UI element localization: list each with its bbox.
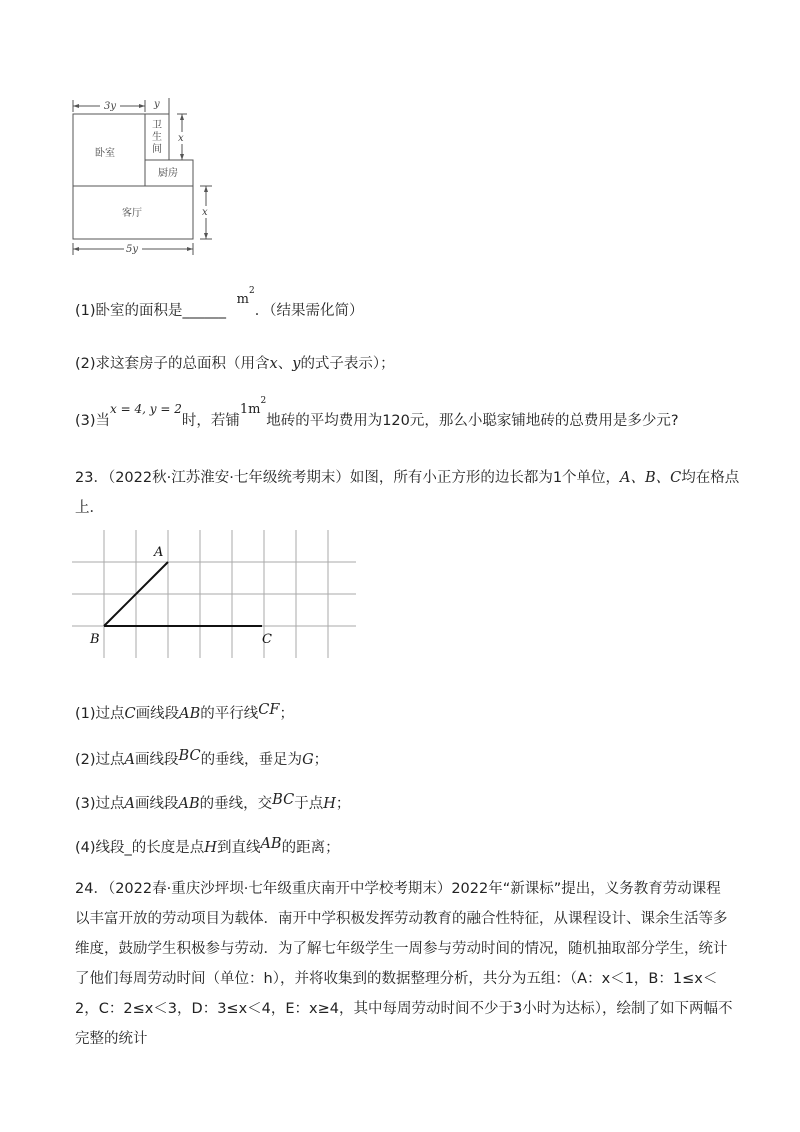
living-room-label: 客厅 [122,208,142,219]
q23-p3-mid2: 于点 [294,796,324,812]
q23-p3-h: H [323,796,336,812]
unit-m: m [236,292,249,307]
q23-p1-pre: (1)过点 [75,706,125,722]
q23-p4-mid: 到直线 [216,840,261,856]
q23-stem-line2-text: 上． [75,500,104,516]
q23-p2-bc: BC [178,748,201,764]
q23-stem-line2 [75,496,104,517]
q23-part4 [75,836,340,857]
q23-points: A、B、C [620,470,682,486]
dim-x-bottom-label: x [202,207,208,218]
q23-p1-cf: CF [258,702,280,718]
unit-1m-sup: 2 [260,396,267,406]
q23-p3-a: A [124,796,136,812]
q23-p2-pre: (2)过点 [75,752,125,768]
unit-1m: 1m [239,402,261,417]
q23-p1-ab: AB [179,706,201,722]
q23-p4-ab: AB [260,836,282,852]
q23-p3-post: 的垂线，交 [199,796,273,812]
q23-p1-end: ； [279,706,294,722]
point-a-label: A [154,545,164,560]
q23-p4-pre: (4)线段_的长度是点 [75,840,205,856]
q23-stem-post: 均在格点 [681,470,740,486]
q22-part3-pre: (3)当 [75,413,111,429]
var-x: x [269,356,278,372]
q22-part3 [75,396,679,430]
q23-part2 [75,748,328,769]
dim-y-label: y [154,99,160,110]
q22-part2-pre: (2)求这套房子的总面积（用含 [75,356,270,372]
q23-stem-line1 [75,466,739,487]
q23-stem-text: 23．（2022秋·江苏淮安·七年级统考期末）如图，所有小正方形的边长都为1个单位， [75,470,621,486]
q22-part2-post: 的式子表示）； [300,356,395,372]
dim-x-right-label: x [178,133,184,144]
q23-p3-end: ； [335,796,351,812]
q24-paragraph: 24．（2022春·重庆沙坪坝·七年级重庆南开中学校考期末）2022年“新课标”提出，义务教育劳动课程以丰富开放的劳动项目为载体．南开中学积极发挥劳动教育的融合性特征，从课程设计、课余生活等多维度，鼓励学生积极参与劳动．为了解七年级学生一周参与劳动时间的情况，随机抽取部分学生，统计了他们每周劳动时间（单位：h），并将收集到的数据整理分析，共分为五组：（A：x＜1，B：1≤x＜2，C：2≤x＜3，D：3≤x＜4，E：x≥4，其中每周劳动时间不少于3小时为达标），绘制了如下两幅不完整的统计 [75,881,733,1047]
grid-figure [72,530,358,660]
q22-part1-pre: (1)卧室的面积是 [75,303,183,319]
q23-part1 [75,702,294,723]
q22-part2 [75,352,395,373]
point-b-label: B [90,632,100,647]
kitchen-label: 厨房 [158,168,178,179]
answer-blank: ______ [182,303,227,319]
bathroom-label-1: 卫 [152,120,162,131]
point-c-label: C [262,632,272,647]
q23-p3-bc: BC [272,792,295,808]
q23-part3 [75,792,350,813]
q22-part2-sep: 、 [277,356,293,372]
q22-part1 [75,286,364,320]
bathroom-label-3: 间 [152,144,162,155]
q22-part3-post: 地砖的平均费用为120元，那么小聪家铺地砖的总费用是多少元? [266,413,679,429]
condition-formula: x = 4, y = 2 [110,402,182,416]
q23-p1-post: 的平行线 [200,706,259,722]
q23-p3-mid: 画线段 [135,796,179,812]
floor-plan-figure [60,92,220,262]
q22-part3-mid: 时，若铺 [181,413,240,429]
q23-p2-end: ； [313,752,329,768]
q23-p2-post: 的垂线，垂足为 [200,752,303,768]
bathroom-label-2: 生 [152,132,162,143]
q23-p2-mid: 画线段 [135,752,179,768]
var-y: y [292,356,301,372]
q23-p3-ab: AB [178,796,200,812]
q23-p4-h: H [204,840,217,856]
unit-sup: 2 [248,286,255,296]
q23-p1-c: C [124,706,136,722]
q23-p3-pre: (3)过点 [75,796,125,812]
dim-3y-label: 3y [104,101,117,112]
q23-p1-mid: 画线段 [135,706,180,722]
q22-part1-post: ．（结果需化简） [254,303,364,319]
q23-p4-post: 的距离； [281,840,340,856]
dim-5y-label: 5y [126,244,139,255]
q23-p2-g: G [302,752,314,768]
q23-p2-a: A [124,752,136,768]
bedroom-label: 卧室 [95,148,115,159]
